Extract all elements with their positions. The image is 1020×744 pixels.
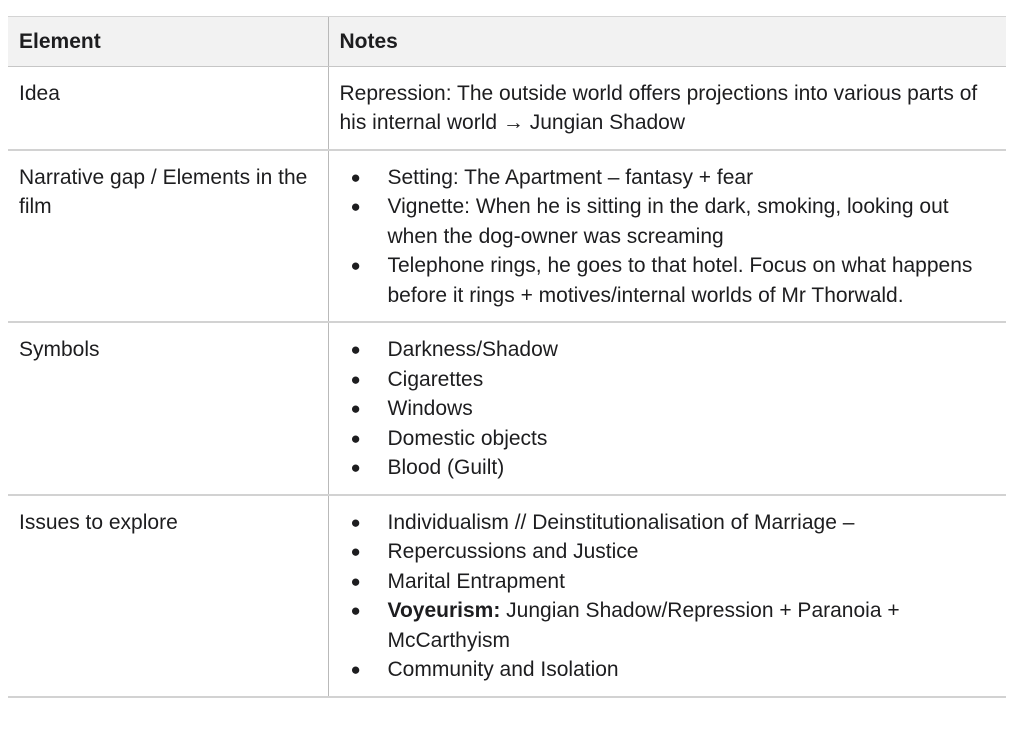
notes-cell bbox=[328, 495, 1006, 697]
column-header-element: Element bbox=[8, 17, 328, 67]
bullet-list bbox=[340, 335, 997, 483]
bullet-icon: ● bbox=[350, 340, 361, 359]
list-item bbox=[340, 424, 997, 454]
bullet-icon: ● bbox=[350, 512, 361, 532]
notes-cell bbox=[328, 322, 1006, 495]
list-item-text: Marital Entrapment bbox=[387, 569, 565, 593]
bullet-icon: ● bbox=[350, 458, 361, 477]
list-item-text: Darkness/Shadow bbox=[387, 338, 558, 361]
bullet-icon: ● bbox=[350, 369, 361, 389]
list-item bbox=[340, 163, 997, 193]
list-item-text: Individualism // Deinstitutionalisation of Marriage – bbox=[387, 510, 855, 534]
list-item bbox=[340, 192, 997, 251]
notes-table bbox=[8, 16, 1006, 698]
list-item bbox=[340, 453, 997, 483]
bullet-icon: ● bbox=[350, 571, 361, 591]
bullet-list bbox=[340, 163, 997, 311]
list-item-text: Windows bbox=[387, 397, 473, 420]
table-row-idea bbox=[8, 66, 1006, 150]
list-item bbox=[340, 596, 997, 655]
bullet-list bbox=[340, 508, 997, 685]
list-item bbox=[340, 365, 997, 395]
list-item-text: Jungian Shadow/Repression + Paranoia + McCarthyism bbox=[387, 599, 900, 652]
list-item-text: Blood (Guilt) bbox=[387, 456, 505, 479]
list-item-text: Vignette: When he is sitting in the dark, smoking, looking out when the dog-owner was screaming bbox=[387, 195, 949, 248]
bullet-icon: ● bbox=[350, 542, 361, 561]
list-item bbox=[340, 537, 997, 567]
list-item-text: Setting: The Apartment – fantasy + fear bbox=[387, 165, 754, 189]
bullet-icon: ● bbox=[350, 399, 361, 418]
table-header-row bbox=[8, 17, 1006, 67]
list-item-text: Community and Isolation bbox=[387, 658, 619, 681]
bullet-icon: ● bbox=[350, 601, 361, 620]
list-item-bold-label: Voyeurism: bbox=[387, 599, 501, 622]
list-item bbox=[340, 567, 997, 597]
list-item bbox=[340, 335, 997, 365]
notes-cell bbox=[328, 150, 1006, 323]
element-cell: Symbols bbox=[8, 322, 328, 495]
list-item-text: Domestic objects bbox=[387, 426, 548, 450]
list-item bbox=[340, 251, 997, 310]
element-cell: Idea bbox=[8, 66, 328, 150]
bullet-icon: ● bbox=[350, 197, 361, 216]
table-row-symbols bbox=[8, 322, 1006, 495]
table-row-issues bbox=[8, 495, 1006, 697]
element-cell: Issues to explore bbox=[8, 495, 328, 697]
bullet-icon: ● bbox=[350, 167, 361, 187]
list-item bbox=[340, 394, 997, 424]
table-row-narrative-gap bbox=[8, 150, 1006, 323]
bullet-icon: ● bbox=[350, 428, 361, 448]
list-item bbox=[340, 655, 997, 685]
list-item-text: Cigarettes bbox=[387, 367, 484, 391]
column-header-notes: Notes bbox=[328, 17, 1006, 67]
list-item bbox=[340, 508, 997, 538]
bullet-icon: ● bbox=[350, 660, 361, 679]
list-item-text: Repercussions and Justice bbox=[387, 540, 639, 563]
element-cell: Narrative gap / Elements in the film bbox=[8, 150, 328, 323]
notes-cell: Repression: The outside world offers projections into various parts of his internal world → Jungian Shadow bbox=[328, 66, 1006, 150]
list-item-text: Telephone rings, he goes to that hotel. Focus on what happens before it rings + motives/internal worlds of Mr Thorwald. bbox=[387, 254, 973, 307]
bullet-icon: ● bbox=[350, 256, 361, 275]
